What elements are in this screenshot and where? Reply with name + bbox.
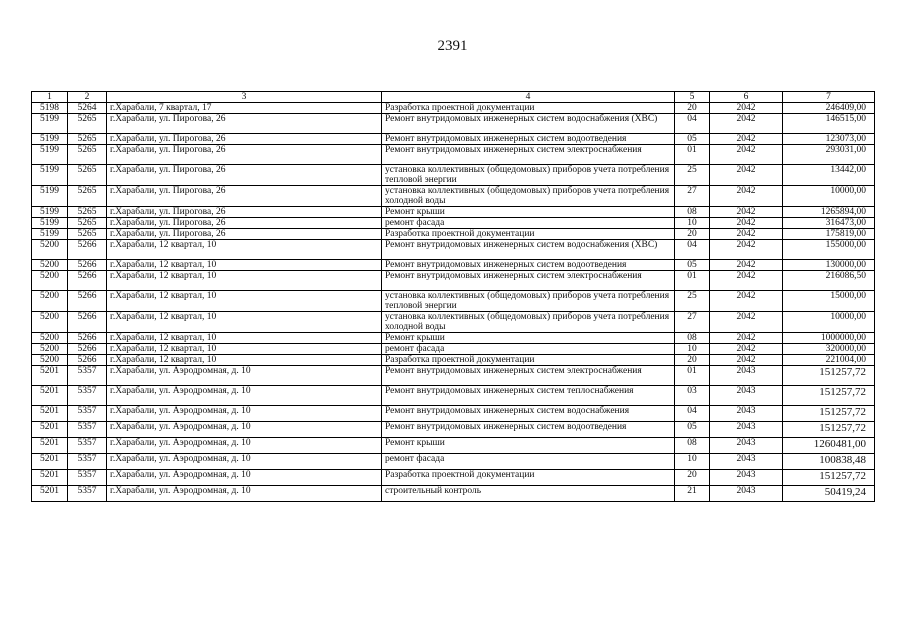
table-row bbox=[32, 271, 875, 291]
address-cell: г.Харабали, ул. Пирогова, 26 bbox=[107, 207, 382, 218]
table-row bbox=[32, 165, 875, 186]
row-id-cell: 5198 bbox=[32, 103, 68, 114]
work-code-cell: 10 bbox=[675, 218, 710, 229]
column-header: 4 bbox=[382, 92, 675, 103]
object-code-cell: 5357 bbox=[68, 366, 107, 386]
table-row bbox=[32, 406, 875, 422]
year-cell: 2043 bbox=[710, 386, 783, 406]
table-row bbox=[32, 333, 875, 344]
object-code-cell: 5266 bbox=[68, 291, 107, 312]
address-cell: г.Харабали, ул. Пирогова, 26 bbox=[107, 145, 382, 165]
row-id-cell: 5199 bbox=[32, 165, 68, 186]
cost-cell: 123073,00 bbox=[783, 134, 875, 145]
year-cell: 2042 bbox=[710, 145, 783, 165]
object-code-cell: 5266 bbox=[68, 344, 107, 355]
table-row bbox=[32, 422, 875, 438]
address-cell: г.Харабали, 12 квартал, 10 bbox=[107, 355, 382, 366]
object-code-cell: 5265 bbox=[68, 186, 107, 207]
work-type-cell: Ремонт внутридомовых инженерных систем электроснабжения bbox=[382, 366, 675, 386]
row-id-cell: 5199 bbox=[32, 218, 68, 229]
page-number: 2391 bbox=[437, 38, 468, 54]
object-code-cell: 5266 bbox=[68, 240, 107, 260]
year-cell: 2042 bbox=[710, 271, 783, 291]
work-type-cell: Ремонт внутридомовых инженерных систем водоснабжения (ХВС) bbox=[382, 114, 675, 134]
work-code-cell: 20 bbox=[675, 355, 710, 366]
work-type-cell: Разработка проектной документации bbox=[382, 355, 675, 366]
year-cell: 2042 bbox=[710, 291, 783, 312]
work-type-cell: Ремонт крыши bbox=[382, 438, 675, 454]
year-cell: 2042 bbox=[710, 344, 783, 355]
cost-cell: 1265894,00 bbox=[783, 207, 875, 218]
address-cell: г.Харабали, ул. Аэродромная, д. 10 bbox=[107, 422, 382, 438]
cost-cell: 1000000,00 bbox=[783, 333, 875, 344]
work-code-cell: 27 bbox=[675, 186, 710, 207]
address-cell: г.Харабали, ул. Аэродромная, д. 10 bbox=[107, 486, 382, 502]
work-code-cell: 20 bbox=[675, 103, 710, 114]
work-type-cell: ремонт фасада bbox=[382, 454, 675, 470]
address-cell: г.Харабали, ул. Пирогова, 26 bbox=[107, 218, 382, 229]
work-code-cell: 05 bbox=[675, 260, 710, 271]
year-cell: 2043 bbox=[710, 366, 783, 386]
work-type-cell: Разработка проектной документации bbox=[382, 470, 675, 486]
work-type-cell: Ремонт внутридомовых инженерных систем водоотведения bbox=[382, 260, 675, 271]
work-code-cell: 05 bbox=[675, 422, 710, 438]
row-id-cell: 5201 bbox=[32, 486, 68, 502]
table-row bbox=[32, 103, 875, 114]
table-row bbox=[32, 218, 875, 229]
address-cell: г.Харабали, ул. Пирогова, 26 bbox=[107, 229, 382, 240]
year-cell: 2043 bbox=[710, 422, 783, 438]
object-code-cell: 5266 bbox=[68, 312, 107, 333]
address-cell: г.Харабали, 12 квартал, 10 bbox=[107, 260, 382, 271]
table-row bbox=[32, 229, 875, 240]
year-cell: 2043 bbox=[710, 486, 783, 502]
work-type-cell: строительный контроль bbox=[382, 486, 675, 502]
row-id-cell: 5200 bbox=[32, 344, 68, 355]
work-type-cell: ремонт фасада bbox=[382, 344, 675, 355]
row-id-cell: 5200 bbox=[32, 260, 68, 271]
work-code-cell: 10 bbox=[675, 344, 710, 355]
object-code-cell: 5264 bbox=[68, 103, 107, 114]
year-cell: 2043 bbox=[710, 406, 783, 422]
work-type-cell: Ремонт внутридомовых инженерных систем водоотведения bbox=[382, 134, 675, 145]
cost-cell: 293031,00 bbox=[783, 145, 875, 165]
year-cell: 2042 bbox=[710, 114, 783, 134]
work-code-cell: 01 bbox=[675, 271, 710, 291]
cost-cell: 10000,00 bbox=[783, 312, 875, 333]
work-type-cell: Ремонт внутридомовых инженерных систем водоснабжения bbox=[382, 406, 675, 422]
row-id-cell: 5201 bbox=[32, 454, 68, 470]
cost-cell: 151257,72 bbox=[783, 422, 875, 438]
table-row bbox=[32, 355, 875, 366]
work-type-cell: Ремонт внутридомовых инженерных систем электроснабжения bbox=[382, 271, 675, 291]
object-code-cell: 5357 bbox=[68, 438, 107, 454]
cost-cell: 151257,72 bbox=[783, 470, 875, 486]
table-row bbox=[32, 386, 875, 406]
table-row bbox=[32, 454, 875, 470]
year-cell: 2042 bbox=[710, 333, 783, 344]
object-code-cell: 5357 bbox=[68, 454, 107, 470]
work-code-cell: 05 bbox=[675, 134, 710, 145]
cost-cell: 246409,00 bbox=[783, 103, 875, 114]
cost-cell: 13442,00 bbox=[783, 165, 875, 186]
object-code-cell: 5357 bbox=[68, 422, 107, 438]
address-cell: г.Харабали, 12 квартал, 10 bbox=[107, 333, 382, 344]
work-code-cell: 20 bbox=[675, 229, 710, 240]
work-type-cell: Ремонт внутридомовых инженерных систем электроснабжения bbox=[382, 145, 675, 165]
work-code-cell: 27 bbox=[675, 312, 710, 333]
table-row bbox=[32, 438, 875, 454]
cost-cell: 221004,00 bbox=[783, 355, 875, 366]
object-code-cell: 5357 bbox=[68, 386, 107, 406]
cost-cell: 216086,50 bbox=[783, 271, 875, 291]
year-cell: 2042 bbox=[710, 207, 783, 218]
column-header: 6 bbox=[710, 92, 783, 103]
address-cell: г.Харабали, ул. Аэродромная, д. 10 bbox=[107, 454, 382, 470]
table-row bbox=[32, 291, 875, 312]
year-cell: 2042 bbox=[710, 218, 783, 229]
work-code-cell: 20 bbox=[675, 470, 710, 486]
row-id-cell: 5200 bbox=[32, 271, 68, 291]
cost-cell: 50419,24 bbox=[783, 486, 875, 502]
table-row bbox=[32, 260, 875, 271]
address-cell: г.Харабали, 12 квартал, 10 bbox=[107, 291, 382, 312]
cost-cell: 316473,00 bbox=[783, 218, 875, 229]
year-cell: 2042 bbox=[710, 229, 783, 240]
column-header: 2 bbox=[68, 92, 107, 103]
work-type-cell: Ремонт крыши bbox=[382, 207, 675, 218]
work-type-cell: Ремонт внутридомовых инженерных систем водоснабжения (ХВС) bbox=[382, 240, 675, 260]
address-cell: г.Харабали, ул. Аэродромная, д. 10 bbox=[107, 470, 382, 486]
year-cell: 2042 bbox=[710, 260, 783, 271]
row-id-cell: 5200 bbox=[32, 312, 68, 333]
address-cell: г.Харабали, ул. Пирогова, 26 bbox=[107, 165, 382, 186]
object-code-cell: 5266 bbox=[68, 333, 107, 344]
object-code-cell: 5357 bbox=[68, 406, 107, 422]
row-id-cell: 5201 bbox=[32, 406, 68, 422]
year-cell: 2042 bbox=[710, 355, 783, 366]
object-code-cell: 5266 bbox=[68, 271, 107, 291]
column-header: 5 bbox=[675, 92, 710, 103]
year-cell: 2042 bbox=[710, 103, 783, 114]
work-code-cell: 08 bbox=[675, 438, 710, 454]
cost-cell: 155000,00 bbox=[783, 240, 875, 260]
cost-cell: 1260481,00 bbox=[783, 438, 875, 454]
column-number-row bbox=[32, 92, 875, 103]
table-row bbox=[32, 486, 875, 502]
row-id-cell: 5199 bbox=[32, 114, 68, 134]
year-cell: 2042 bbox=[710, 165, 783, 186]
address-cell: г.Харабали, ул. Пирогова, 26 bbox=[107, 186, 382, 207]
object-code-cell: 5357 bbox=[68, 470, 107, 486]
row-id-cell: 5199 bbox=[32, 145, 68, 165]
address-cell: г.Харабали, 12 квартал, 10 bbox=[107, 271, 382, 291]
row-id-cell: 5200 bbox=[32, 291, 68, 312]
cost-cell: 151257,72 bbox=[783, 386, 875, 406]
row-id-cell: 5199 bbox=[32, 229, 68, 240]
table-row bbox=[32, 145, 875, 165]
work-code-cell: 04 bbox=[675, 240, 710, 260]
address-cell: г.Харабали, ул. Пирогова, 26 bbox=[107, 114, 382, 134]
object-code-cell: 5265 bbox=[68, 218, 107, 229]
object-code-cell: 5357 bbox=[68, 486, 107, 502]
table-row bbox=[32, 312, 875, 333]
work-type-cell: установка коллективных (общедомовых) приборов учета потребления тепловой энергии bbox=[382, 291, 675, 312]
address-cell: г.Харабали, 12 квартал, 10 bbox=[107, 312, 382, 333]
address-cell: г.Харабали, ул. Аэродромная, д. 10 bbox=[107, 386, 382, 406]
work-code-cell: 21 bbox=[675, 486, 710, 502]
repair-schedule-table bbox=[31, 91, 875, 502]
cost-cell: 146515,00 bbox=[783, 114, 875, 134]
work-type-cell: установка коллективных (общедомовых) приборов учета потребления холодной воды bbox=[382, 186, 675, 207]
work-type-cell: установка коллективных (общедомовых) приборов учета потребления тепловой энергии bbox=[382, 165, 675, 186]
object-code-cell: 5265 bbox=[68, 207, 107, 218]
column-header: 3 bbox=[107, 92, 382, 103]
row-id-cell: 5201 bbox=[32, 386, 68, 406]
work-type-cell: Ремонт крыши bbox=[382, 333, 675, 344]
row-id-cell: 5199 bbox=[32, 207, 68, 218]
cost-cell: 151257,72 bbox=[783, 406, 875, 422]
cost-cell: 15000,00 bbox=[783, 291, 875, 312]
year-cell: 2043 bbox=[710, 438, 783, 454]
year-cell: 2042 bbox=[710, 186, 783, 207]
work-type-cell: Ремонт внутридомовых инженерных систем теплоснабжения bbox=[382, 386, 675, 406]
object-code-cell: 5266 bbox=[68, 260, 107, 271]
object-code-cell: 5265 bbox=[68, 229, 107, 240]
year-cell: 2043 bbox=[710, 470, 783, 486]
row-id-cell: 5200 bbox=[32, 355, 68, 366]
table-row bbox=[32, 470, 875, 486]
work-code-cell: 25 bbox=[675, 291, 710, 312]
cost-cell: 10000,00 bbox=[783, 186, 875, 207]
work-type-cell: Разработка проектной документации bbox=[382, 103, 675, 114]
object-code-cell: 5266 bbox=[68, 355, 107, 366]
year-cell: 2043 bbox=[710, 454, 783, 470]
year-cell: 2042 bbox=[710, 134, 783, 145]
year-cell: 2042 bbox=[710, 240, 783, 260]
row-id-cell: 5201 bbox=[32, 470, 68, 486]
work-type-cell: Ремонт внутридомовых инженерных систем водоотведения bbox=[382, 422, 675, 438]
row-id-cell: 5201 bbox=[32, 422, 68, 438]
address-cell: г.Харабали, ул. Аэродромная, д. 10 bbox=[107, 438, 382, 454]
work-code-cell: 08 bbox=[675, 207, 710, 218]
table-row bbox=[32, 186, 875, 207]
work-code-cell: 03 bbox=[675, 386, 710, 406]
table-row bbox=[32, 344, 875, 355]
address-cell: г.Харабали, ул. Пирогова, 26 bbox=[107, 134, 382, 145]
work-code-cell: 01 bbox=[675, 366, 710, 386]
row-id-cell: 5200 bbox=[32, 333, 68, 344]
row-id-cell: 5201 bbox=[32, 438, 68, 454]
work-code-cell: 10 bbox=[675, 454, 710, 470]
table-row bbox=[32, 134, 875, 145]
address-cell: г.Харабали, 7 квартал, 17 bbox=[107, 103, 382, 114]
object-code-cell: 5265 bbox=[68, 134, 107, 145]
object-code-cell: 5265 bbox=[68, 165, 107, 186]
table-row bbox=[32, 240, 875, 260]
work-code-cell: 04 bbox=[675, 406, 710, 422]
row-id-cell: 5199 bbox=[32, 134, 68, 145]
column-header: 7 bbox=[783, 92, 875, 103]
work-code-cell: 01 bbox=[675, 145, 710, 165]
cost-cell: 130000,00 bbox=[783, 260, 875, 271]
year-cell: 2042 bbox=[710, 312, 783, 333]
work-type-cell: ремонт фасада bbox=[382, 218, 675, 229]
cost-cell: 320000,00 bbox=[783, 344, 875, 355]
row-id-cell: 5200 bbox=[32, 240, 68, 260]
object-code-cell: 5265 bbox=[68, 114, 107, 134]
object-code-cell: 5265 bbox=[68, 145, 107, 165]
address-cell: г.Харабали, ул. Аэродромная, д. 10 bbox=[107, 366, 382, 386]
work-code-cell: 25 bbox=[675, 165, 710, 186]
table-row bbox=[32, 207, 875, 218]
work-code-cell: 04 bbox=[675, 114, 710, 134]
row-id-cell: 5199 bbox=[32, 186, 68, 207]
work-type-cell: Разработка проектной документации bbox=[382, 229, 675, 240]
cost-cell: 175819,00 bbox=[783, 229, 875, 240]
address-cell: г.Харабали, ул. Аэродромная, д. 10 bbox=[107, 406, 382, 422]
work-type-cell: установка коллективных (общедомовых) приборов учета потребления холодной воды bbox=[382, 312, 675, 333]
address-cell: г.Харабали, 12 квартал, 10 bbox=[107, 240, 382, 260]
table-row bbox=[32, 114, 875, 134]
work-code-cell: 08 bbox=[675, 333, 710, 344]
row-id-cell: 5201 bbox=[32, 366, 68, 386]
cost-cell: 151257,72 bbox=[783, 366, 875, 386]
column-header: 1 bbox=[32, 92, 68, 103]
table-row bbox=[32, 366, 875, 386]
cost-cell: 100838,48 bbox=[783, 454, 875, 470]
address-cell: г.Харабали, 12 квартал, 10 bbox=[107, 344, 382, 355]
